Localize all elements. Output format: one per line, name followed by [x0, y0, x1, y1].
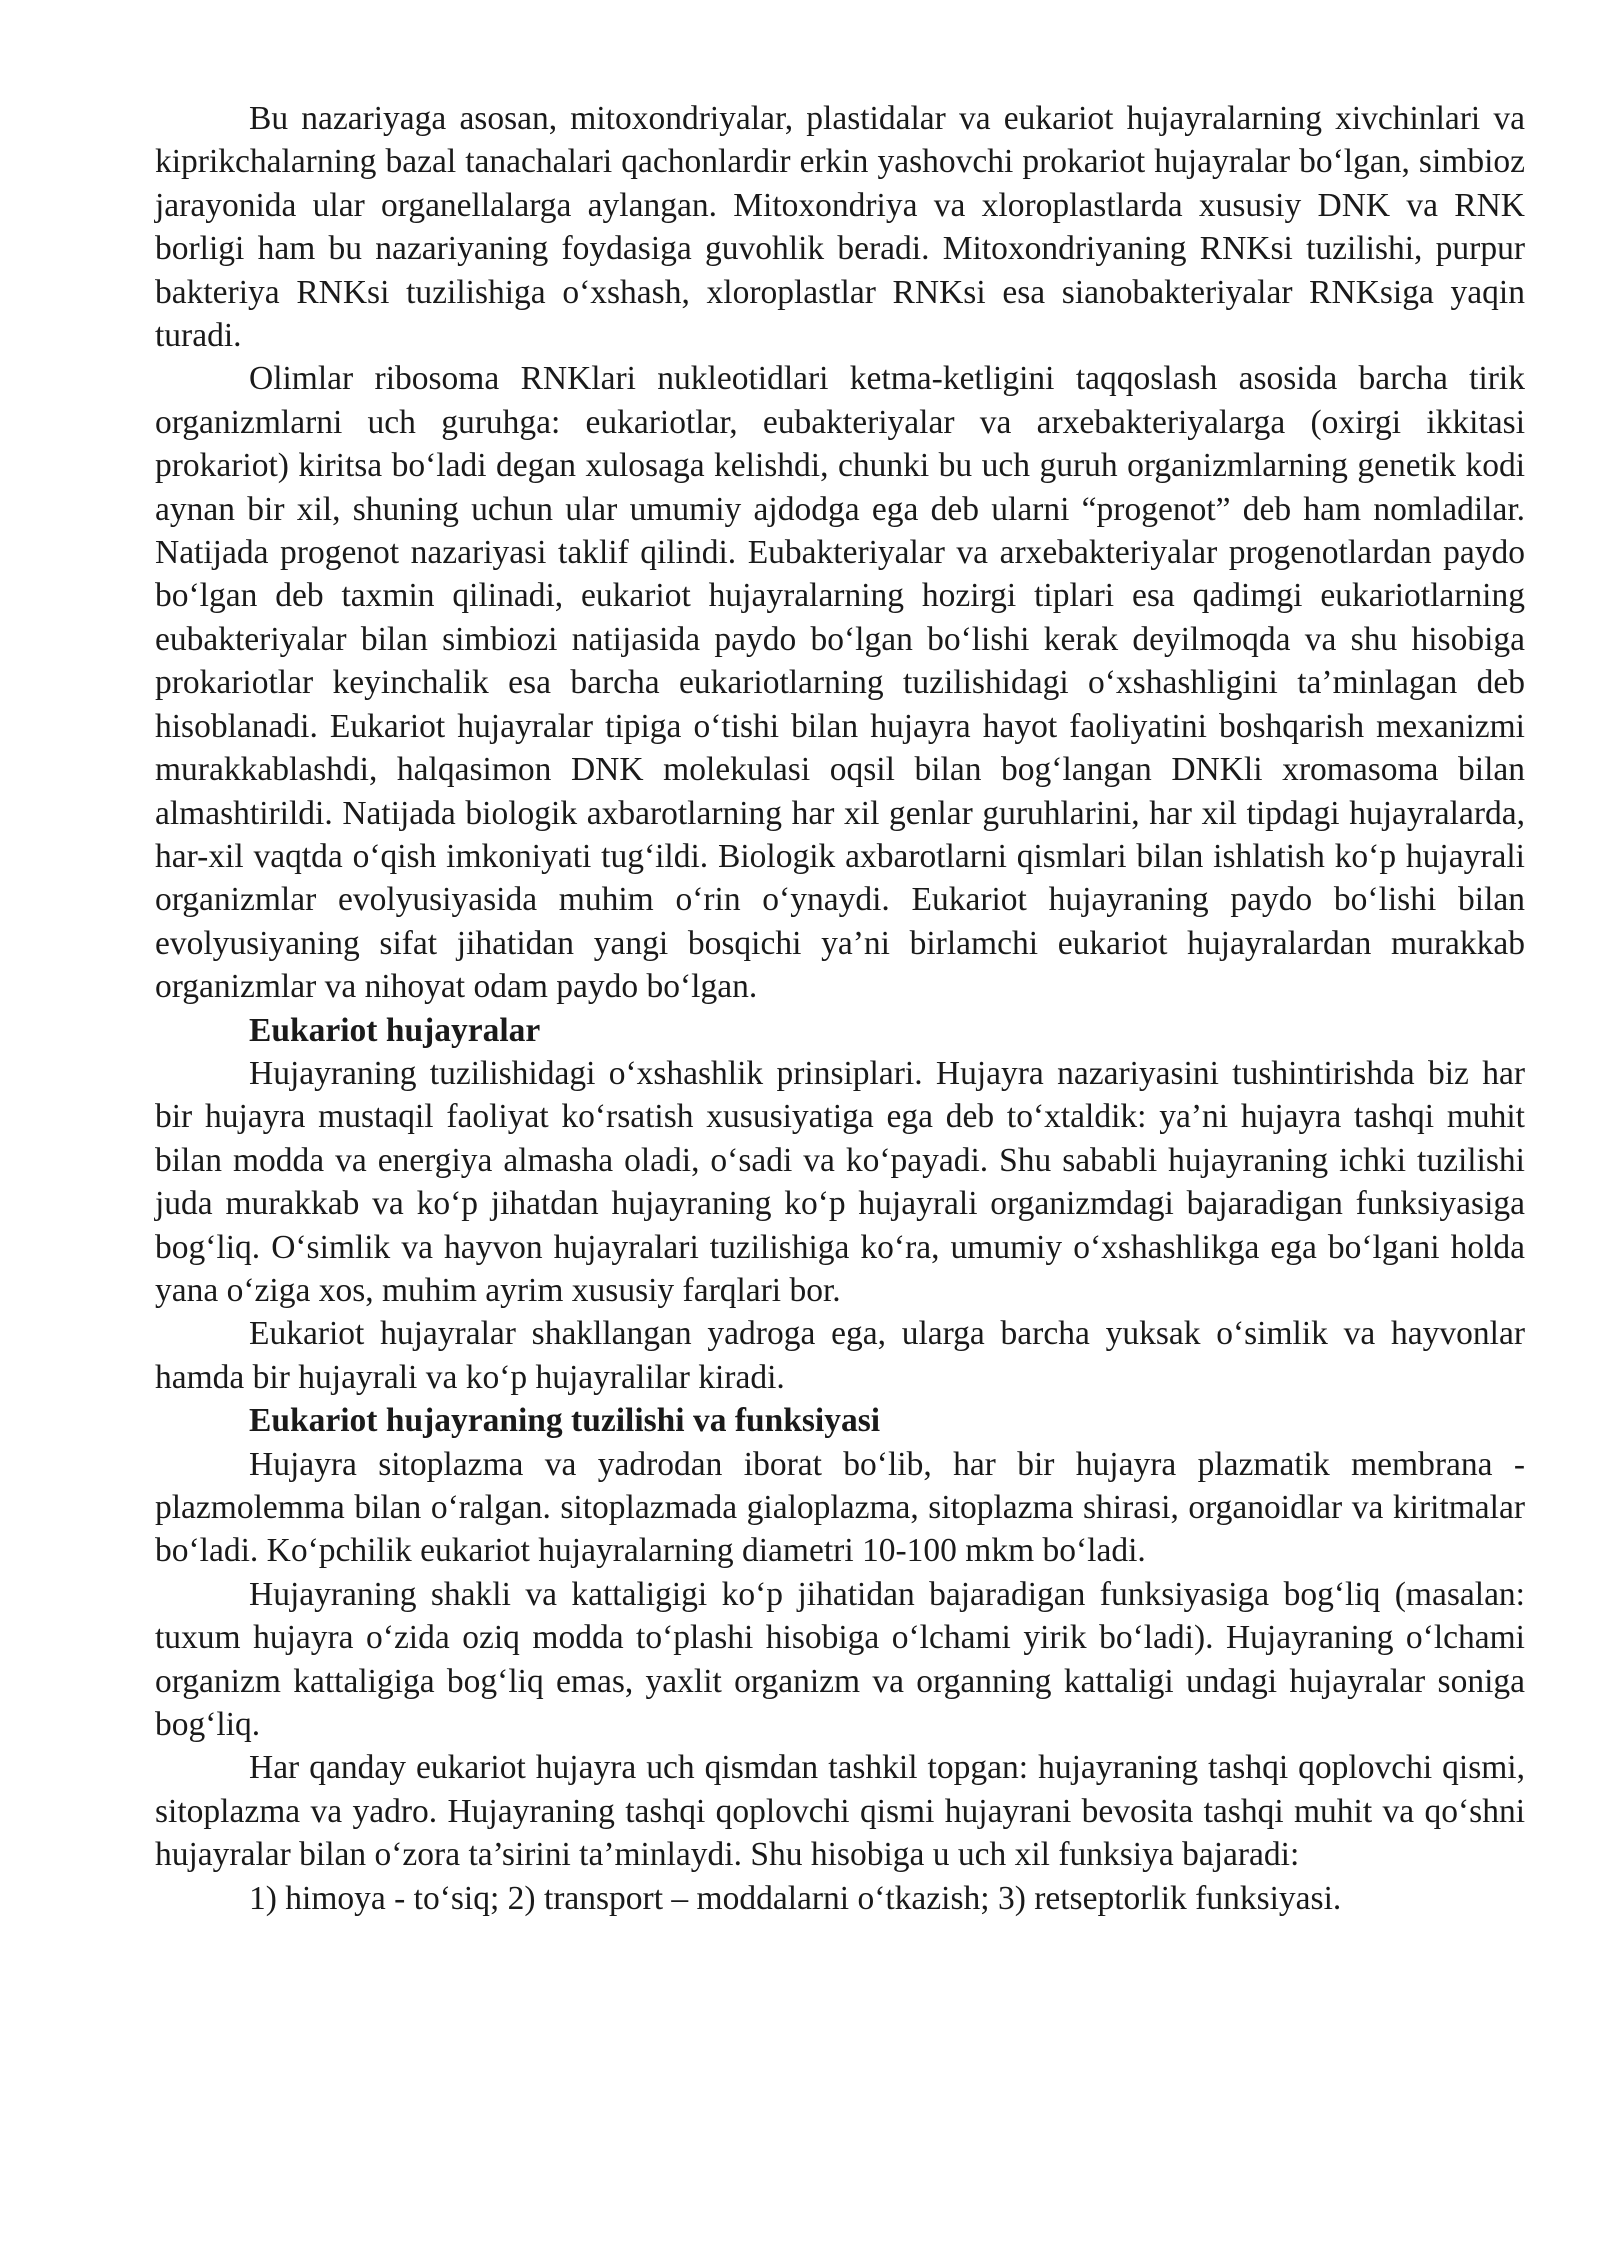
paragraph-cell-size: Hujayraning shakli va kattaligigi ko‘p jihatidan bajaradigan funksiyasiga bog‘liq (masalan: tuxum hujayra o‘zida oziq modda to‘plashi hisobiga o‘lchami yirik bo‘ladi). Hujayraning o‘lchami organizm kattaligiga bog‘liq emas, yaxlit organizm va organning kattaligi undagi hujayralar soniga bog‘liq.	[155, 1575, 1525, 1744]
paragraph-cell-parts: Har qanday eukariot hujayra uch qismdan tashkil topgan: hujayraning tashqi qoplovchi qismi, sitoplazma va yadro. Hujayraning tashqi qoplovchi qismi hujayrani bevosita tashqi muhit va qo‘shni hujayralar bilan o‘zora ta’sirini ta’minlaydi. Shu hisobiga u uch xil funksiya bajaradi:	[155, 1749, 1525, 1874]
document-page	[155, 97, 1525, 1920]
function-list-line: 1) himoya - to‘siq; 2) transport – moddalarni o‘tkazish; 3) retseptorlik funksiyasi.	[249, 1879, 1342, 1917]
heading-eukaryotic-cells: Eukariot hujayralar	[249, 1011, 541, 1049]
paragraph-progenot-theory: Olimlar ribosoma RNKlari nukleotidlari ketma-ketligini taqqoslash asosida barcha tirik organizmlarni uch guruhga: eukariotlar, eubakteriyalar va arxebakteriyalarga (oxirgi ikkitasi prokariot) kiritsa bo‘ladi degan xulosaga kelishdi, chunki bu uch guruh organizmlarning genetik kodi aynan bir xil, shuning uchun ular umumiy ajdodga ega deb ularni “progenot” deb ham nomladilar. Natijada progenot nazariyasi taklif qilindi. Eubakteriyalar va arxebakteriyalar progenotlardan paydo bo‘lgan deb taxmin qilinadi, eukariot hujayralarning hozirgi tiplari esa qadimgi eukariotlarning eubakteriyalar bilan simbiozi natijasida paydo bo‘lgan bo‘lishi kerak deyilmoqda va shu hisobiga prokariotlar keyinchalik esa barcha eukariotlarning tuzilishidagi o‘xshashligini ta’minlagan deb hisoblanadi. Eukariot hujayralar tipiga o‘tishi bilan hujayra hayot faoliyatini boshqarish mexanizmi murakkablashdi, halqasimon DNK molekulasi oqsil bilan bog‘langan DNKli xromasoma bilan almashtirildi. Natijada biologik axbarotlarning har xil genlar guruhlarini, har xil tipdagi hujayralarda, har-xil vaqtda o‘qish imkoniyati tug‘ildi. Biologik axbarotlarni qismlari bilan ishlatish ko‘p hujayrali organizmlar evolyusiyasida muhim o‘rin o‘ynaydi. Eukariot hujayraning paydo bo‘lishi bilan evolyusiyaning sifat jihatidan yangi bosqichi ya’ni birlamchi eukariot hujayralardan murakkab organizmlar va nihoyat odam paydo bo‘lgan.	[155, 360, 1525, 1006]
paragraph-cell-similarity: Hujayraning tuzilishidagi o‘xshashlik prinsiplari. Hujayra nazariyasini tushintirishda biz har bir hujayra mustaqil faoliyat ko‘rsatish xususiyatiga ega deb to‘xtaldik: ya’ni hujayra tashqi muhit bilan modda va energiya almasha oladi, o‘sadi va ko‘payadi. Shu sababli hujayraning ichki tuzilishi juda murakkab va ko‘p jihatdan hujayraning ko‘p hujayrali organizmdagi bajaradigan funksiyasiga bog‘liq. O‘simlik va hayvon hujayralari tuzilishiga ko‘ra, umumiy o‘xshashlikga ega bo‘lgani holda yana o‘ziga xos, muhim ayrim xususiy farqlari bor.	[155, 1054, 1525, 1309]
paragraph-cell-composition: Hujayra sitoplazma va yadrodan iborat bo‘lib, har bir hujayra plazmatik membrana - plazmolemma bilan o‘ralgan. sitoplazmada gialoplazma, sitoplazma shirasi, organoidlar va kiritmalar bo‘ladi. Ko‘pchilik eukariot hujayralarning diametri 10-100 mkm bo‘ladi.	[155, 1445, 1525, 1570]
paragraph-eukaryote-nucleus: Eukariot hujayralar shakllangan yadroga ega, ularga barcha yuksak o‘simlik va hayvonlar hamda bir hujayrali va ko‘p hujayralilar kiradi.	[155, 1315, 1525, 1396]
heading-structure-function: Eukariot hujayraning tuzilishi va funksiyasi	[249, 1402, 881, 1440]
paragraph-symbiosis-theory: Bu nazariyaga asosan, mitoxondriyalar, plastidalar va eukariot hujayralarning xivchinlari va kiprikchalarning bazal tanachalari qachonlardir erkin yashovchi prokariot hujayralar bo‘lgan, simbioz jarayonida ular organellalarga aylangan. Mitoxondriya va xloroplastlarda xususiy DNK va RNK borligi ham bu nazariyaning foydasiga guvohlik beradi. Mitoxondriyaning RNKsi tuzilishi, purpur bakteriya RNKsi tuzilishiga o‘xshash, xloroplastlar RNKsi esa sianobakteriyalar RNKsiga yaqin turadi.	[155, 100, 1525, 355]
